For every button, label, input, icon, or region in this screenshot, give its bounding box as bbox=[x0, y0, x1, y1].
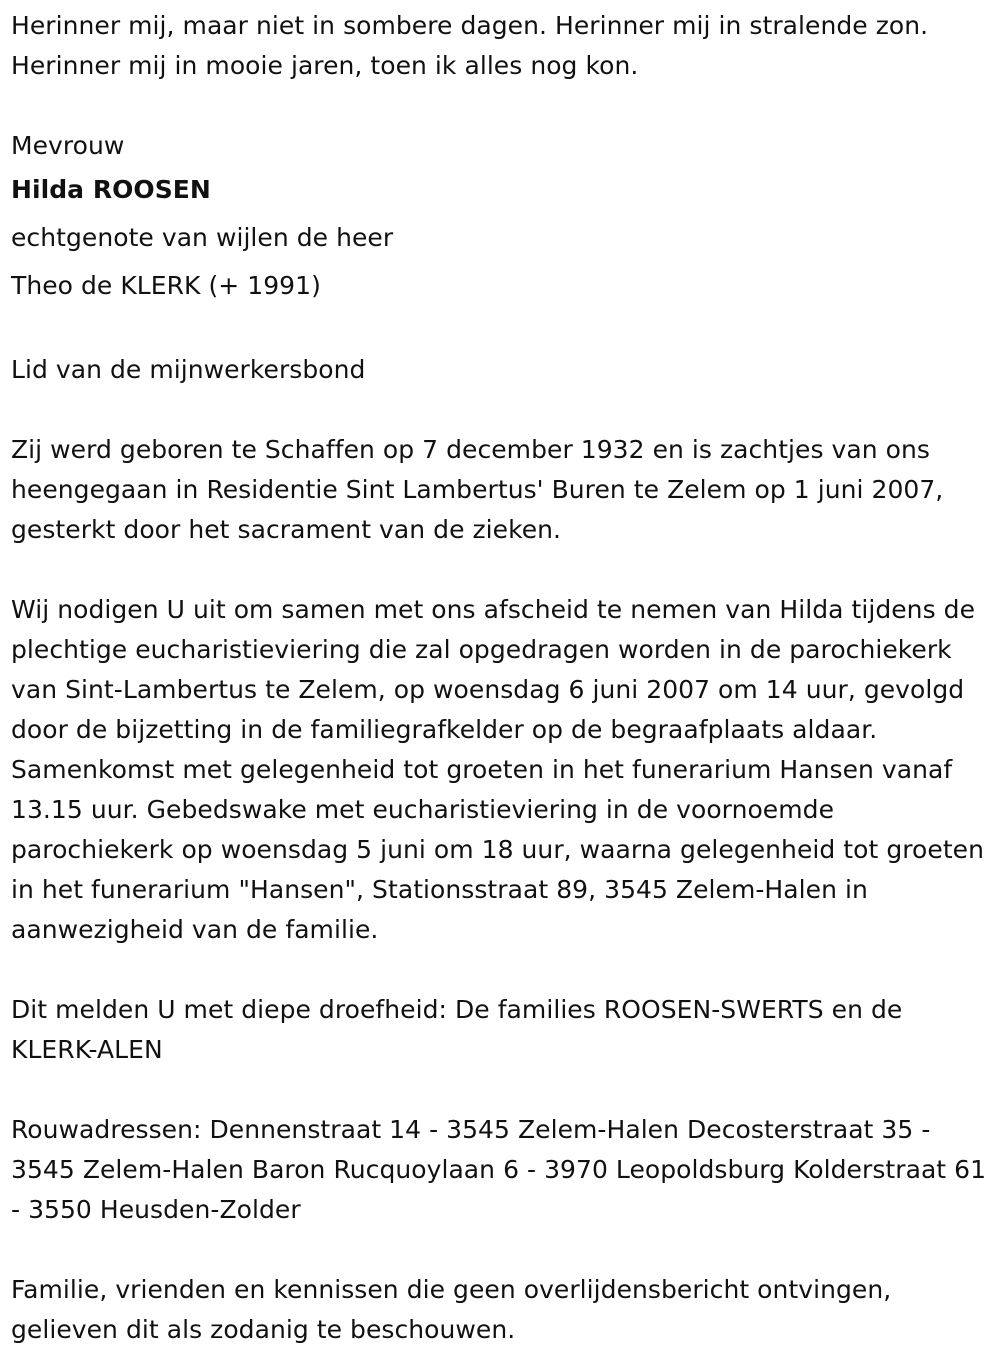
deceased-name: Hilda ROOSEN bbox=[11, 175, 211, 204]
birth-death-text: Zij werd geboren te Schaffen op 7 december 1932 en is zachtjes van ons heengegaan in Residentie Sint Lambertus' Buren te Zelem op 1 juni 2007, gesterkt door het sacrament van de zieken. bbox=[11, 435, 944, 544]
spacer bbox=[11, 550, 992, 590]
poem-text: Herinner mij, maar niet in sombere dagen. Herinner mij in stralende zon. Herinner mij in mooie jaren, toen ik alles nog kon. bbox=[11, 11, 929, 80]
spouse-name: Theo de KLERK (+ 1991) bbox=[11, 271, 321, 300]
spacer bbox=[11, 390, 992, 430]
spacer bbox=[11, 310, 992, 350]
membership-text: Lid van de mijnwerkersbond bbox=[11, 355, 366, 384]
closing-text: Familie, vrienden en kennissen die geen overlijdensbericht ontvingen, gelieven dit als zodanig te beschouwen. bbox=[11, 1275, 892, 1344]
spacer bbox=[11, 86, 992, 126]
title-prefix: Mevrouw bbox=[11, 131, 125, 160]
addresses-text: Rouwadressen: Dennenstraat 14 - 3545 Zelem-Halen Decosterstraat 35 - 3545 Zelem-Halen Baron Rucquoylaan 6 - 3970 Leopoldsburg Kolderstraat 61 - 3550 Heusden-Zolder bbox=[11, 1115, 987, 1224]
spacer bbox=[11, 1070, 992, 1110]
spacer bbox=[11, 1230, 992, 1270]
relation-text: echtgenote van wijlen de heer bbox=[11, 223, 394, 252]
deceased-info bbox=[11, 126, 992, 310]
announcement-text: Dit melden U met diepe droefheid: De families ROOSEN-SWERTS en de KLERK-ALEN bbox=[11, 995, 903, 1064]
spacer bbox=[11, 950, 992, 990]
ceremony-text: Wij nodigen U uit om samen met ons afscheid te nemen van Hilda tijdens de plechtige eucharistieviering die zal opgedragen worden in de parochiekerk van Sint-Lambertus te Zelem, op woensdag 6 juni 2007 om 14 uur, gevolgd door de bijzetting in de familiegrafkelder op de begraafplaats aldaar. Samenkomst met gelegenheid tot groeten in het funerarium Hansen vanaf 13.15 uur. Gebedswake met eucharistieviering in de voornoemde parochiekerk op woensdag 5 juni om 18 uur, waarna gelegenheid tot groeten in het funerarium "Hansen", Stationsstraat 89, 3545 Zelem-Halen in aanwezigheid van de familie. bbox=[11, 595, 984, 944]
